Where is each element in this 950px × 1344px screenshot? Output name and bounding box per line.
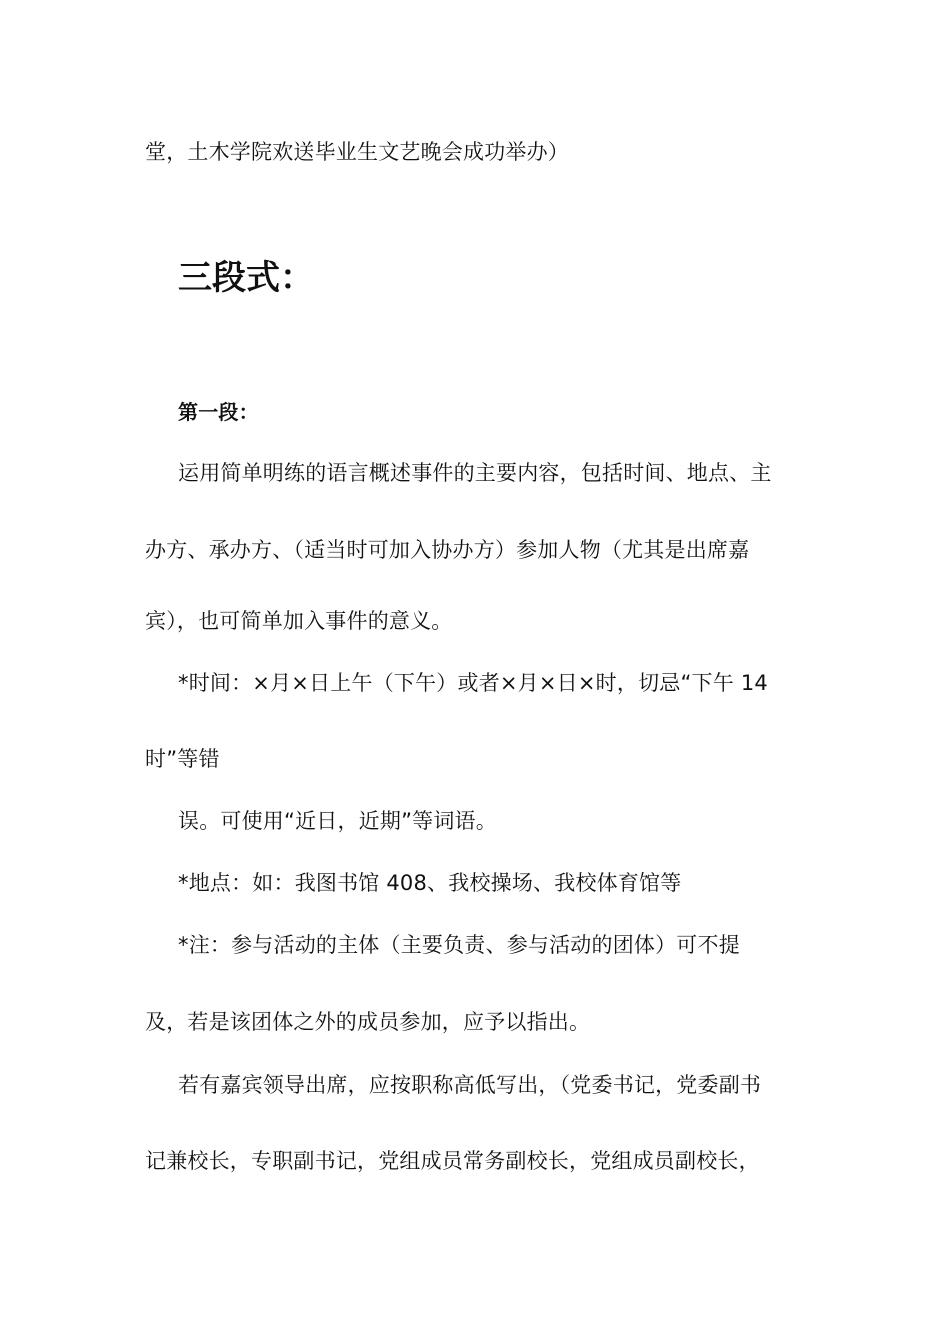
place-note-line: *地点：如：我图书馆 408、我校操场、我校体育馆等	[178, 871, 682, 895]
subheading-first-paragraph: 第一段：	[178, 400, 259, 424]
time-note-line: 误。可使用“近日，近期”等词语。	[178, 809, 497, 833]
body-line: 宾），也可简单加入事件的意义。	[145, 609, 453, 633]
subject-note-line: *注：参与活动的主体（主要负责、参与活动的团体）可不提	[178, 933, 740, 957]
subject-note-line: 及，若是该团体之外的成员参加，应予以指出。	[145, 1010, 591, 1034]
section-heading: 三段式：	[178, 258, 314, 298]
guest-note-line: 记兼校长，专职副书记，党组成员常务副校长，党组成员副校长，	[145, 1149, 760, 1173]
time-note-line: 时”等错	[145, 747, 220, 771]
continued-paragraph-line: 堂，土木学院欢送毕业生文艺晚会成功举办）	[145, 140, 569, 164]
guest-note-line: 若有嘉宾领导出席，应按职称高低写出，（党委书记，党委副书	[178, 1073, 762, 1097]
time-note-line: *时间：×月×日上午（下午）或者×月×日×时，切忌“下午 14	[178, 671, 768, 695]
body-line: 办方、承办方、（适当时可加入协办方）参加人物（尤其是出席嘉	[145, 538, 750, 562]
body-line: 运用简单明练的语言概述事件的主要内容，包括时间、地点、主	[178, 461, 772, 485]
